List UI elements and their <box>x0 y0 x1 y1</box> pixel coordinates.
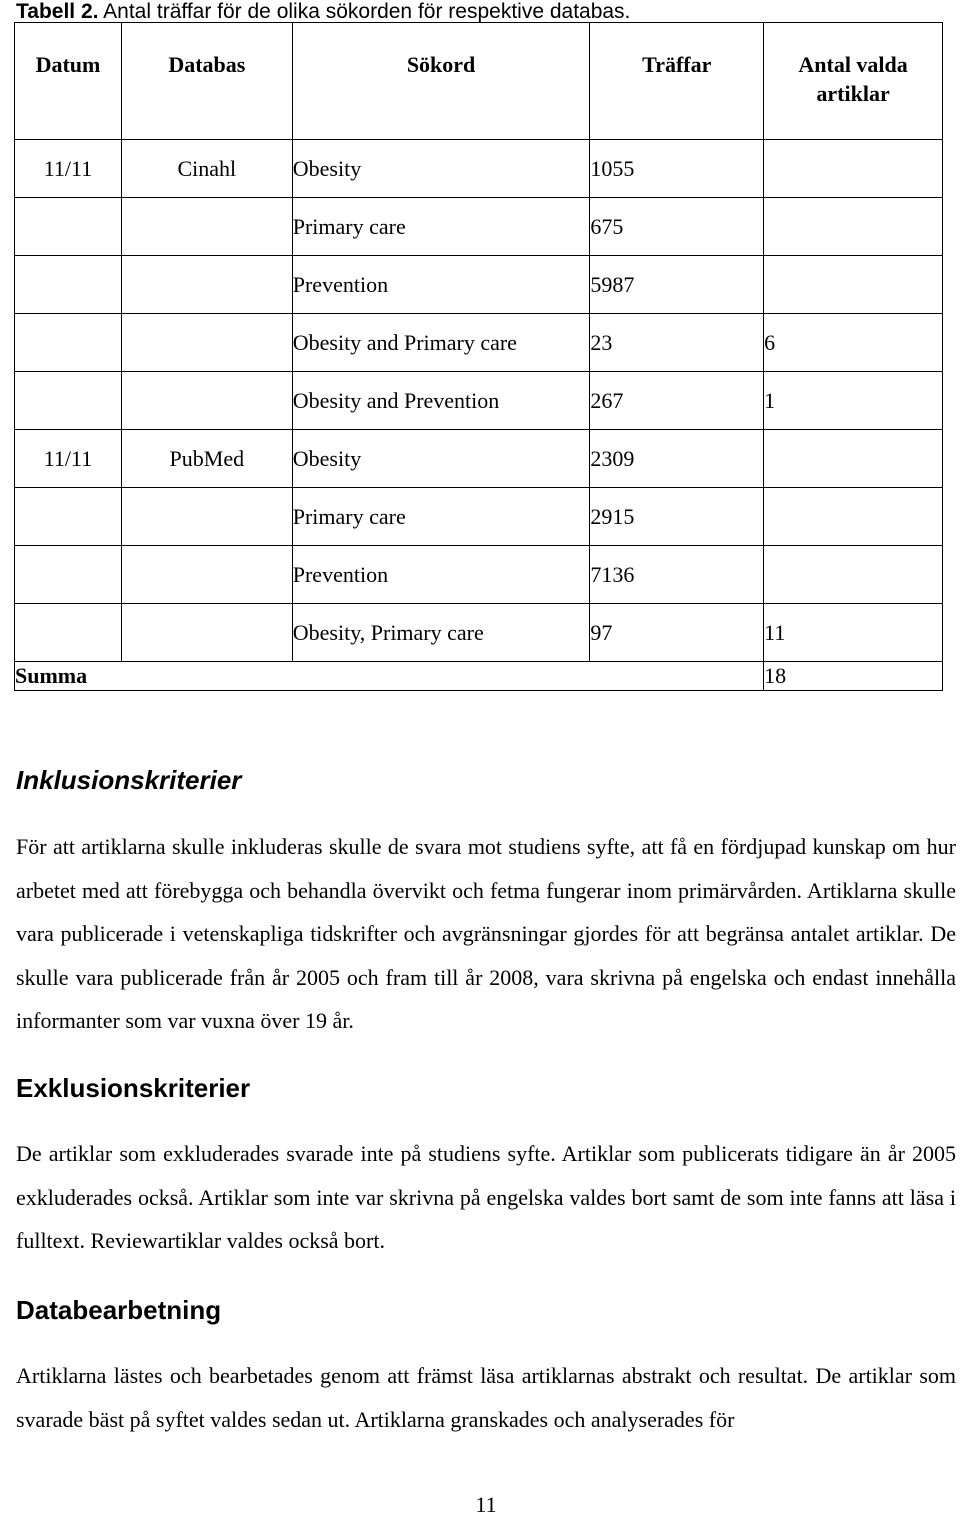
table-row <box>15 430 943 488</box>
table-row <box>15 198 943 256</box>
cell-search-term: Prevention <box>292 546 590 604</box>
cell-date <box>15 546 122 604</box>
header-datum: Datum <box>15 23 122 140</box>
cell-hits: 5987 <box>590 256 764 314</box>
heading-inklusionskriterier: Inklusionskriterier <box>16 765 242 795</box>
caption-label: Tabell 2. <box>16 0 99 23</box>
table-row <box>15 140 943 198</box>
cell-database <box>121 546 292 604</box>
cell-database <box>121 488 292 546</box>
header-antal-valda: Antal valda artiklar <box>764 23 943 140</box>
cell-search-term: Obesity, Primary care <box>292 604 590 662</box>
heading-exklusionskriterier: Exklusionskriterier <box>16 1073 251 1103</box>
table-caption <box>16 0 630 24</box>
table-header-row <box>15 23 943 140</box>
page-number: 11 <box>475 1492 497 1517</box>
paragraph-exklusion: De artiklar som exkluderades svarade inte på studiens syfte. Artiklar som publicerats tidigare än år 2005 exkluderades också. Artiklar som inte var skrivna på engelska valdes bort samt de som inte fanns att läsa i fulltext. Reviewartiklar valdes också bort. <box>16 1141 956 1253</box>
cell-date <box>15 256 122 314</box>
cell-date <box>15 604 122 662</box>
cell-selected <box>764 430 943 488</box>
cell-search-term: Obesity and Prevention <box>292 372 590 430</box>
cell-date: 11/11 <box>15 430 122 488</box>
cell-hits: 267 <box>590 372 764 430</box>
heading-databearbetning: Databearbetning <box>16 1295 222 1325</box>
cell-hits: 2309 <box>590 430 764 488</box>
cell-selected <box>764 140 943 198</box>
table-row <box>15 256 943 314</box>
summa-label: Summa <box>15 662 764 691</box>
cell-selected <box>764 198 943 256</box>
table-row <box>15 488 943 546</box>
cell-database <box>121 314 292 372</box>
cell-hits: 1055 <box>590 140 764 198</box>
cell-hits: 7136 <box>590 546 764 604</box>
cell-search-term: Obesity <box>292 140 590 198</box>
summa-value: 18 <box>764 662 943 691</box>
cell-database: Cinahl <box>121 140 292 198</box>
table-row <box>15 546 943 604</box>
cell-search-term: Primary care <box>292 488 590 546</box>
cell-search-term: Primary care <box>292 198 590 256</box>
table-row <box>15 372 943 430</box>
cell-search-term: Obesity <box>292 430 590 488</box>
header-databas: Databas <box>121 23 292 140</box>
cell-hits: 2915 <box>590 488 764 546</box>
search-results-table <box>14 22 943 691</box>
cell-database <box>121 604 292 662</box>
caption-text: Antal träffar för de olika sökorden för respektive databas. <box>98 0 631 23</box>
paragraph-inklusion: För att artiklarna skulle inkluderas skulle de svara mot studiens syfte, att få en fördjupad kunskap om hur arbetet med att förebygga och behandla övervikt och fetma fungerar inom primärvården. Artiklarna skulle vara publicerade i vetenskapliga tidskrifter och avgränsningar gjordes för att begränsa antalet artiklar. De skulle vara publicerade från år 2005 och fram till år 2008, vara skrivna på engelska och endast innehålla informanter som var vuxna över 19 år. <box>16 834 956 1033</box>
cell-selected <box>764 546 943 604</box>
cell-hits: 23 <box>590 314 764 372</box>
summa-row <box>15 662 943 691</box>
cell-search-term: Obesity and Primary care <box>292 314 590 372</box>
cell-date: 11/11 <box>15 140 122 198</box>
cell-selected: 11 <box>764 604 943 662</box>
paragraph-databearbetning: Artiklarna lästes och bearbetades genom att främst läsa artiklarnas abstrakt och resultat. De artiklar som svarade bäst på syftet valdes sedan ut. Artiklarna granskades och analyserades för <box>16 1363 956 1432</box>
header-sokord: Sökord <box>292 23 590 140</box>
cell-search-term: Prevention <box>292 256 590 314</box>
cell-database <box>121 256 292 314</box>
cell-date <box>15 488 122 546</box>
cell-selected: 6 <box>764 314 943 372</box>
cell-hits: 97 <box>590 604 764 662</box>
cell-database <box>121 198 292 256</box>
cell-selected <box>764 256 943 314</box>
header-traffar: Träffar <box>590 23 764 140</box>
cell-database <box>121 372 292 430</box>
cell-database: PubMed <box>121 430 292 488</box>
cell-selected: 1 <box>764 372 943 430</box>
cell-hits: 675 <box>590 198 764 256</box>
cell-date <box>15 198 122 256</box>
cell-date <box>15 372 122 430</box>
table-row <box>15 314 943 372</box>
cell-selected <box>764 488 943 546</box>
table-row <box>15 604 943 662</box>
cell-date <box>15 314 122 372</box>
